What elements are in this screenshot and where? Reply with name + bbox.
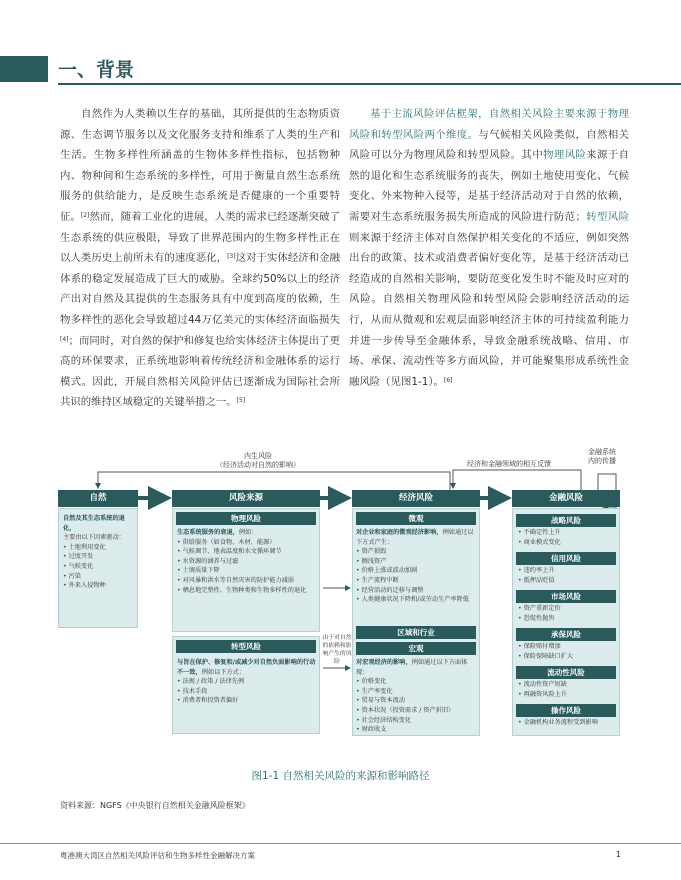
label-line: 金融系统: [588, 448, 616, 456]
footnote-ref: [4]: [60, 335, 69, 343]
nature-subtitle: 主要由以下因素驱动：: [63, 534, 125, 542]
list-item: • 消费者和投资者偏好: [177, 696, 317, 706]
financial-risk-header: 金融风险: [512, 490, 620, 507]
risk-source-header: 风险来源: [172, 490, 320, 507]
physical-risk-term: 物理风险: [543, 149, 587, 162]
list-item: • 搁浅资产: [356, 557, 478, 567]
figure-caption: 图1-1 自然相关风险的来源和影响路径: [251, 770, 430, 782]
left-paragraph: [60, 104, 340, 413]
footer-divider: [0, 843, 681, 844]
nature-text: [63, 514, 135, 591]
list-item: • 技术手段: [177, 687, 317, 697]
page-number: 1: [615, 850, 621, 859]
bridge-text: 由于对自然的依赖和影响产生的风险: [322, 635, 352, 665]
micro-title: 微观: [356, 512, 476, 525]
text-run: 这对于实体经济和金融体系的稳定发展造成了巨大的威胁。全球约50%以上的经济产出对自然及其提供的生态服务具有中度到高度的依赖，生物多样性的恶化会导致超过44万亿美元的实体经济面临损失: [60, 252, 341, 326]
label-line: 内的传播: [588, 457, 616, 465]
nature-header: 自然: [58, 490, 138, 507]
list-item: • 栖息地完整性、生物种类和生物多样性的退化: [177, 586, 317, 596]
list-item: • 违约率上升: [518, 566, 618, 576]
lead-sentence: 基于主流风险评估框架，自然相关风险主要来源于物理风险和转型风险两个维度。: [349, 108, 629, 141]
market-risk-title: 市场风险: [516, 590, 616, 603]
transition-risk-title: 转型风险: [176, 640, 316, 653]
credit-risk-text: [518, 566, 618, 585]
list-item: • 保险保障缺口扩大: [518, 652, 618, 662]
list-item: • 对风暴和洪水等自然灾害的防护能力减弱: [177, 576, 317, 586]
list-item: • 商业模式变化: [518, 538, 618, 548]
right-paragraph: [349, 104, 629, 392]
macro-title: 宏观: [356, 642, 476, 655]
list-item: • 资产损毁: [356, 547, 478, 557]
micro-text: [356, 528, 478, 605]
left-column: [60, 104, 340, 413]
footnote-ref: [6]: [443, 376, 453, 384]
section-underline: [58, 83, 681, 85]
text-run: 来源于自然的退化和生态系统服务的丧失，例如土地使用变化、气候变化、外来物种入侵等，是基于经济活动对于自然的依赖，需要对生态系统服务损失所造成的风险进行防范；: [349, 149, 630, 223]
liquidity-risk-title: 流动性风险: [516, 666, 616, 679]
list-item: • 供给服务（如食物、木材、能源）: [177, 538, 317, 548]
feedback-label: 经济和金融领域的相互反馈: [467, 460, 551, 468]
list-item: • 生产流程中断: [356, 576, 478, 586]
micro-lead2: 例如通过以下方式产生：: [356, 529, 474, 546]
list-item: • 法规 / 政策 / 法律先例: [177, 677, 317, 687]
macro-text: [356, 658, 478, 735]
list-item: • 经营活动的迁移与调整: [356, 586, 478, 596]
endogenous-risk-label: [198, 452, 318, 470]
endogenous-risk-arrow: [98, 472, 450, 490]
transmission-label: [580, 448, 624, 466]
list-item: • 污染: [63, 572, 135, 582]
list-item: • 贸易与资本流动: [356, 696, 478, 706]
text-run: 与气候相关风险类似，自然相关风险可以分为物理风险和转型风险。其中: [349, 128, 630, 162]
physical-risk-text: [177, 528, 317, 595]
list-item: • 价格变化: [356, 677, 478, 687]
operational-risk-title: 操作风险: [516, 704, 616, 717]
list-item: • 外来入侵物种: [63, 581, 135, 591]
credit-risk-title: 信用风险: [516, 552, 616, 565]
nature-title: 自然及其生态系统的退化，: [63, 515, 125, 532]
list-item: • 恐慌性抛售: [518, 614, 618, 624]
list-item: • 生产率变化: [356, 687, 478, 697]
label-line: （经济活动对自然的影响）: [216, 461, 300, 469]
section-title: 一、背景: [58, 59, 135, 81]
text-run: 则来源于经济主体对自然保护相关变化的不适应，例如突然出台的政策、技术或消费者偏好变化等，是基于经济活动已经造成的自然相关影响，要防范变化发生时不能及时应对的风险。自然相关物理风险和转型风险会影响经济活动的运行，从而从微观和宏观层面影响经济主体的可持续盈利能力并进一步传导至金融体系，导致金融系统战略、信用、市场、承保、流动性等多方面风险，并可能聚集形成系统性金融风险（见图1-1）。: [349, 231, 629, 388]
operational-risk-text: [518, 718, 618, 728]
list-item: • 过度开发: [63, 552, 135, 562]
physical-lead: 生态系统服务的衰退，: [177, 529, 239, 536]
text-run: ；而同时，对自然的保护和修复也给实体经济主体提出了更高的环保要求，正系统地影响着传统经济和金融体系的运行模式。因此，开展自然相关风险评估已逐渐成为国际社会所共识的维持区域稳定的关键举措之一。: [60, 334, 340, 409]
risk-pathway-diagram: [58, 448, 624, 768]
list-item: • 抵押品贬值: [518, 576, 618, 586]
list-item: • 流动性资产短缺: [518, 680, 618, 690]
text-run: 然而，随着工业化的进展，人类的需求已经逐渐突破了生态系统的供应极限，导致了世界范围内的生物多样性正在以人类历史上前所未有的速度恶化，: [60, 210, 341, 265]
transition-lead2: 例如以下方式：: [201, 668, 246, 676]
market-risk-text: [518, 604, 618, 623]
economic-risk-header: 经济风险: [352, 490, 480, 507]
list-item: • 价格上涨或波动加剧: [356, 566, 478, 576]
list-item: • 水资源的涵养与过滤: [177, 557, 317, 567]
underwriting-risk-title: 承保风险: [516, 628, 616, 641]
strategy-risk-title: 战略风险: [516, 514, 616, 527]
list-item: • 再融资风险上升: [518, 690, 618, 700]
footnote-ref: [2]: [80, 211, 90, 219]
sector-title: 区域和行业: [356, 626, 476, 639]
list-item: • 土地利用变化: [63, 543, 135, 553]
physical-lead2: 例如：: [238, 529, 258, 536]
list-item: • 不确定性上升: [518, 528, 618, 538]
transition-risk-text: [177, 658, 317, 706]
list-item: • 气候变化: [63, 562, 135, 572]
list-item: • 财政收支: [356, 725, 478, 735]
macro-lead: 对宏观经济的影响，: [356, 659, 412, 666]
strategy-risk-text: [518, 528, 618, 547]
micro-lead: 对企业和家庭的微观经济影响，: [356, 529, 443, 536]
right-column: [349, 104, 629, 392]
text-run: 自然作为人类赖以生存的基础，其所提供的生态物质资源、生态调节服务以及文化服务支持和维系了人类的生产和生活。生物多样性所涵盖的生物体多样性指标，包括物种内、物种间和生态系统的多样性，可用于衡量自然生态系统服务的供给能力，是反映生态系统是否健康的一个重要特征。: [60, 108, 340, 223]
list-item: • 社会经济结构变化: [356, 716, 478, 726]
list-item: • 土壤质量下降: [177, 566, 317, 576]
footer-title: 粤港澳大湾区自然相关风险评估和生物多样性金融解决方案: [60, 851, 255, 860]
footnote-ref: [3]: [227, 253, 236, 261]
transition-lead: 与旨在保护、修复和/或减少对自然负面影响的行动不一致，: [177, 659, 316, 676]
list-item: • 资本状况（投资需求 / 资产折旧）: [356, 706, 478, 716]
underwriting-risk-text: [518, 642, 618, 661]
footnote-ref: [5]: [236, 397, 246, 405]
list-item: • 金融机构业务流程受到影响: [518, 718, 618, 728]
section-marker: [0, 56, 48, 82]
list-item: • 资产重新定价: [518, 604, 618, 614]
feedback-arrow: [453, 470, 581, 490]
list-item: • 人类健康状况下降和/或劳动生产率降低: [356, 595, 478, 605]
physical-risk-title: 物理风险: [176, 512, 316, 525]
label-line: 内生风险: [244, 452, 272, 460]
liquidity-risk-text: [518, 680, 618, 699]
macro-lead2: 例如通过以下方面体现：: [356, 659, 468, 676]
list-item: • 气候调节、地表温度和水文循环调节: [177, 547, 317, 557]
figure-source: 资料来源：NGFS《中央银行自然相关金融风险框架》: [60, 801, 250, 810]
transition-risk-term: 转型风险: [585, 210, 630, 223]
list-item: • 保险赔付增加: [518, 642, 618, 652]
